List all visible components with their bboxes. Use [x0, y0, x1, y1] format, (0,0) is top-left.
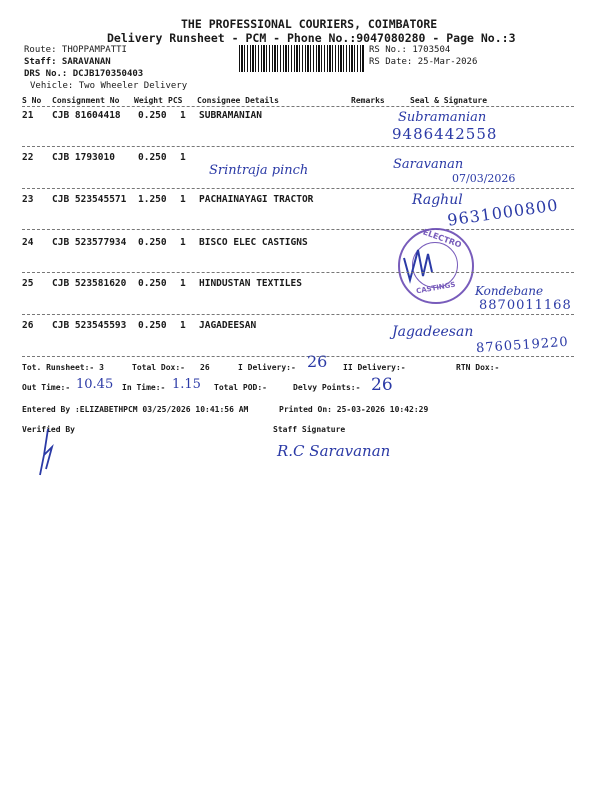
- row-weight: 0.250: [138, 152, 167, 163]
- row-divider: [22, 188, 574, 189]
- col-remarks: Remarks: [351, 96, 385, 105]
- row-consignee: SUBRAMANIAN: [199, 110, 262, 121]
- tot-runsheet: Tot. Runsheet:- 3: [22, 363, 104, 372]
- signature: Saravanan: [393, 157, 464, 172]
- row-divider: [22, 229, 574, 230]
- in-time-hand: 1.15: [172, 377, 201, 392]
- row-consignee: JAGADEESAN: [199, 320, 257, 331]
- runsheet-subtitle: Delivery Runsheet - PCM - Phone No.:9047080280 - Page No.:3: [107, 31, 516, 45]
- col-pcs: PCS: [168, 96, 183, 105]
- staff-signature-hand: R.C Saravanan: [277, 442, 391, 460]
- barcode: [239, 45, 365, 72]
- i-delivery-label: I Delivery:-: [238, 363, 296, 372]
- entered-by: Entered By :ELIZABETHPCM 03/25/2026 10:41:56 AM: [22, 405, 249, 414]
- rs-number: RS No.: 1703504: [369, 45, 451, 55]
- row-consignment: CJB 523545571: [52, 194, 127, 205]
- verified-signature-icon: [34, 425, 64, 485]
- signature-phone: 9631000800: [446, 195, 560, 230]
- row-divider: [22, 356, 574, 357]
- row-consignment: CJB 523545593: [52, 320, 127, 331]
- seal-text-top: ELECTRO: [421, 227, 463, 250]
- col-consignee: Consignee Details: [197, 96, 279, 105]
- signature-phone: 8760519220: [475, 334, 570, 357]
- in-time-label: In Time:-: [122, 383, 166, 392]
- ii-delivery-label: II Delivery:-: [343, 363, 406, 372]
- drs-number: DRS No.: DCJB170350403: [24, 69, 144, 79]
- row-pcs: 1: [180, 237, 186, 248]
- row-consignee: HINDUSTAN TEXTILES: [199, 278, 302, 289]
- row-weight: 0.250: [138, 320, 167, 331]
- row-weight: 0.250: [138, 110, 167, 121]
- row-consignment: CJB 1793010: [52, 152, 115, 163]
- row-consignment: CJB 81604418: [52, 110, 121, 121]
- signature: Raghul: [412, 192, 463, 208]
- staff-signature-label: Staff Signature: [273, 425, 346, 434]
- delvy-points-label: Delvy Points:-: [293, 383, 361, 392]
- row-divider: [22, 272, 574, 273]
- rs-date: RS Date: 25-Mar-2026: [369, 57, 478, 67]
- scribble-signature-icon: [398, 240, 438, 290]
- row-sno: 24: [22, 237, 34, 248]
- row-sno: 21: [22, 110, 34, 121]
- row-consignment: CJB 523581620: [52, 278, 127, 289]
- row-pcs: 1: [180, 194, 186, 205]
- total-dox-value: 26: [200, 363, 210, 372]
- col-weight: Weight: [134, 96, 163, 105]
- row-weight: 0.250: [138, 278, 167, 289]
- handwritten-consignee: Srintraja pinch: [209, 163, 309, 178]
- verified-by-label: Verified By: [22, 425, 75, 434]
- row-weight: 0.250: [138, 237, 167, 248]
- rtn-dox-label: RTN Dox:-: [456, 363, 500, 372]
- row-consignee: BISCO ELEC CASTIGNS: [199, 237, 308, 248]
- signature: Subramanian: [398, 110, 487, 125]
- row-sno: 22: [22, 152, 34, 163]
- row-sno: 26: [22, 320, 34, 331]
- col-sno: S No: [22, 96, 42, 105]
- row-pcs: 1: [180, 110, 186, 121]
- row-divider: [22, 146, 574, 147]
- signature-phone: 9486442558: [392, 125, 498, 143]
- total-dox-label: Total Dox:-: [132, 363, 185, 372]
- total-pod-label: Total POD:-: [214, 383, 267, 392]
- col-seal-signature: Seal & Signature: [410, 96, 488, 105]
- row-sno: 23: [22, 194, 34, 205]
- signature: Kondebane: [475, 284, 544, 298]
- row-divider: [22, 314, 574, 315]
- staff-label: Staff: SARAVANAN: [24, 57, 111, 67]
- signature-phone: 8870011168: [479, 298, 572, 313]
- seal-text-bottom: CASTINGS: [415, 280, 457, 296]
- row-weight: 1.250: [138, 194, 167, 205]
- row-sno: 25: [22, 278, 34, 289]
- row-consignment: CJB 523577934: [52, 237, 127, 248]
- signature: Jagadeesan: [392, 324, 474, 340]
- vehicle-label: Vehicle: Two Wheeler Delivery: [30, 81, 188, 91]
- route-label: Route: THOPPAMPATTI: [24, 45, 127, 55]
- out-time-hand: 10.45: [76, 377, 114, 392]
- col-consignment: Consignment No: [52, 96, 120, 105]
- signature-date: 07/03/2026: [452, 172, 516, 185]
- row-pcs: 1: [180, 152, 186, 163]
- row-pcs: 1: [180, 320, 186, 331]
- out-time-label: Out Time:-: [22, 383, 71, 392]
- i-delivery-hand: 26: [307, 352, 328, 371]
- row-consignee: PACHAINAYAGI TRACTOR: [199, 194, 314, 205]
- header-divider: [22, 106, 574, 107]
- row-pcs: 1: [180, 278, 186, 289]
- company-title: THE PROFESSIONAL COURIERS, COIMBATORE: [181, 17, 438, 31]
- delvy-points-hand: 26: [371, 375, 393, 395]
- printed-on: Printed On: 25-03-2026 10:42:29: [279, 405, 429, 414]
